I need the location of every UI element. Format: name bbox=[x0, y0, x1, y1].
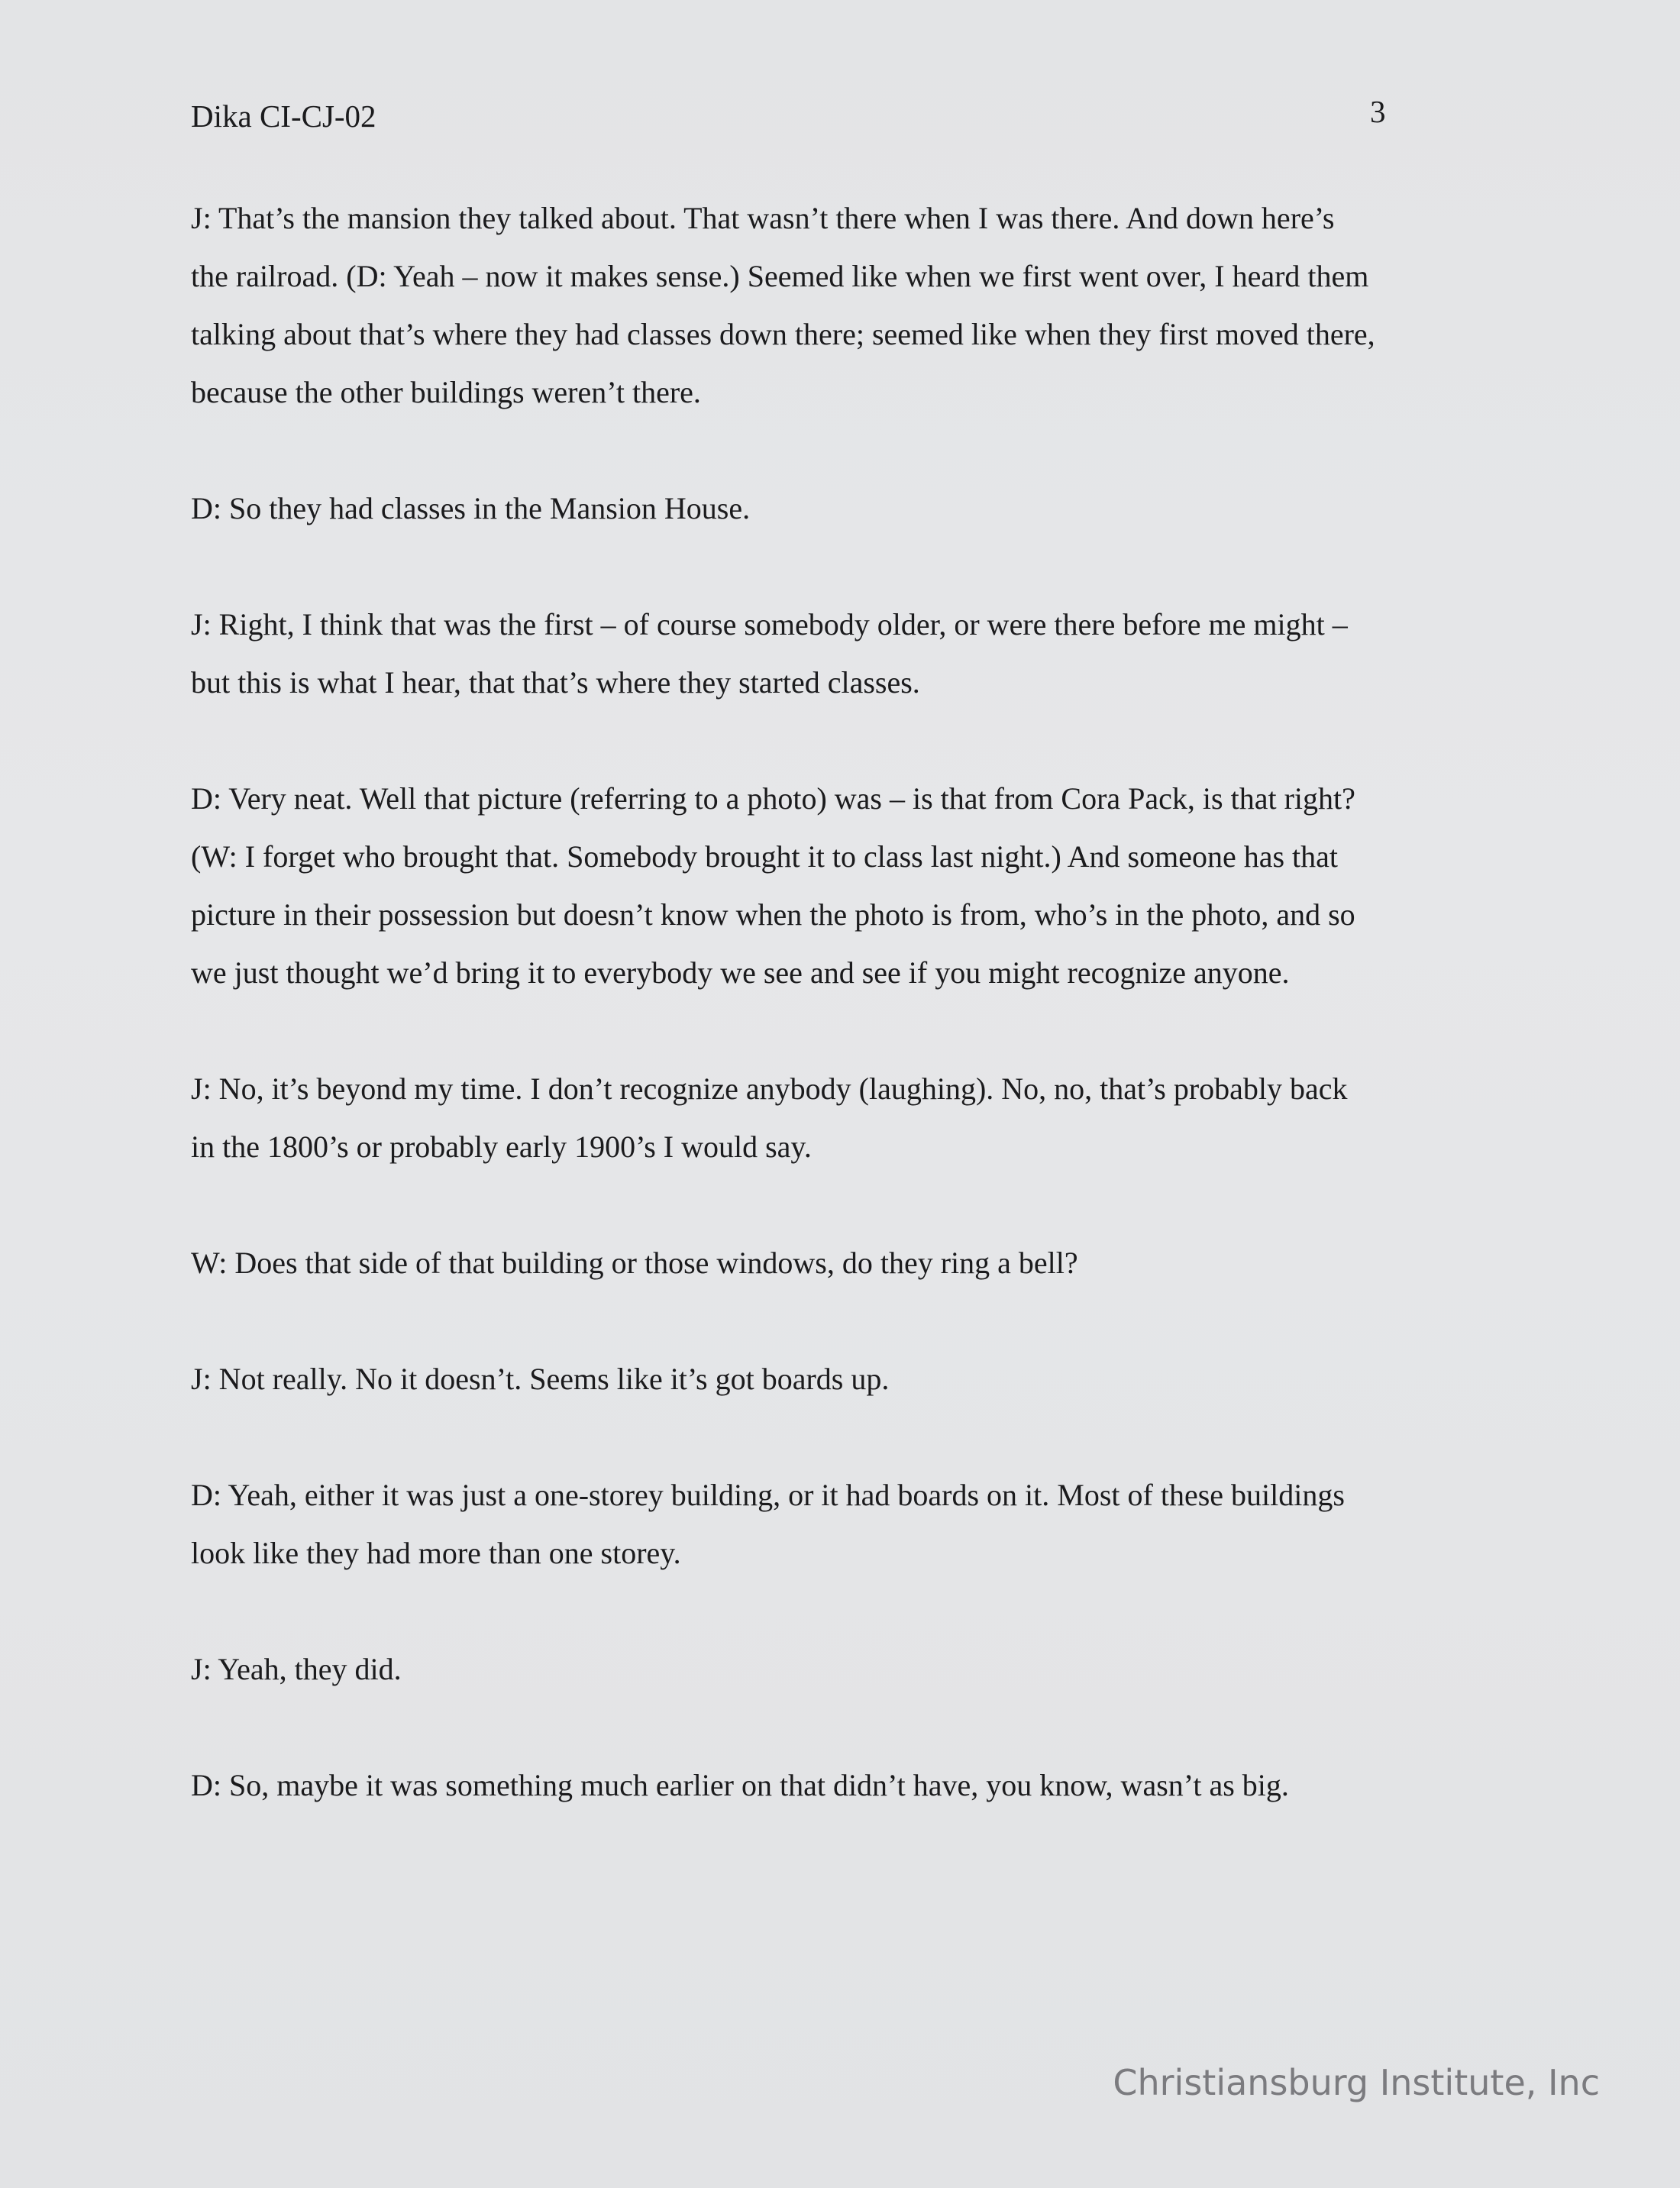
text-line: D: Yeah, either it was just a one-storey building, or it had boards on it. Most of these buildings bbox=[191, 1478, 1345, 1512]
text-line: D: So, maybe it was something much earlier on that didn’t have, you know, wasn’t as big. bbox=[191, 1768, 1289, 1802]
page-number: 3 bbox=[1370, 94, 1386, 129]
text-line: picture in their possession but doesn’t know when the photo is from, who’s in the photo, and so bbox=[191, 897, 1355, 932]
text-line: we just thought we’d bring it to everybody we see and see if you might recognize anyone. bbox=[191, 955, 1290, 990]
transcript-body bbox=[191, 189, 1489, 1815]
document-id: Dika CI-CJ-02 bbox=[191, 99, 376, 134]
text-line: because the other buildings weren’t there. bbox=[191, 375, 701, 409]
text-line: J: That’s the mansion they talked about. That wasn’t there when I was there. And down here’s bbox=[191, 201, 1335, 235]
paragraph bbox=[191, 770, 1489, 1002]
text-line: D: Very neat. Well that picture (referring to a photo) was – is that from Cora Pack, is that right? bbox=[191, 781, 1355, 816]
paragraph bbox=[191, 1060, 1489, 1176]
text-line: W: Does that side of that building or those windows, do they ring a bell? bbox=[191, 1246, 1078, 1280]
paragraph bbox=[191, 480, 1489, 538]
paragraph bbox=[191, 1757, 1489, 1815]
text-line: in the 1800’s or probably early 1900’s I would say. bbox=[191, 1130, 812, 1164]
text-line: J: No, it’s beyond my time. I don’t recognize anybody (laughing). No, no, that’s probably back bbox=[191, 1071, 1348, 1106]
watermark: Christiansburg Institute, Inc bbox=[1113, 2062, 1600, 2103]
text-line: J: Not really. No it doesn’t. Seems like it’s got boards up. bbox=[191, 1362, 890, 1396]
text-line: look like they had more than one storey. bbox=[191, 1536, 681, 1570]
text-line: talking about that’s where they had classes down there; seemed like when they first moved there, bbox=[191, 317, 1375, 351]
paragraph bbox=[191, 1350, 1489, 1408]
paragraph bbox=[191, 1234, 1489, 1292]
text-line: J: Right, I think that was the first – of course somebody older, or were there before me might – bbox=[191, 607, 1348, 642]
text-line: D: So they had classes in the Mansion House. bbox=[191, 491, 751, 525]
text-line: J: Yeah, they did. bbox=[191, 1652, 402, 1686]
text-line: (W: I forget who brought that. Somebody brought it to class last night.) And someone has that bbox=[191, 839, 1339, 874]
paragraph bbox=[191, 596, 1489, 712]
text-line: the railroad. (D: Yeah – now it makes sense.) Seemed like when we first went over, I heard them bbox=[191, 259, 1369, 293]
text-line: but this is what I hear, that that’s where they started classes. bbox=[191, 665, 920, 700]
paragraph bbox=[191, 189, 1489, 422]
paragraph bbox=[191, 1466, 1489, 1582]
paragraph bbox=[191, 1640, 1489, 1698]
